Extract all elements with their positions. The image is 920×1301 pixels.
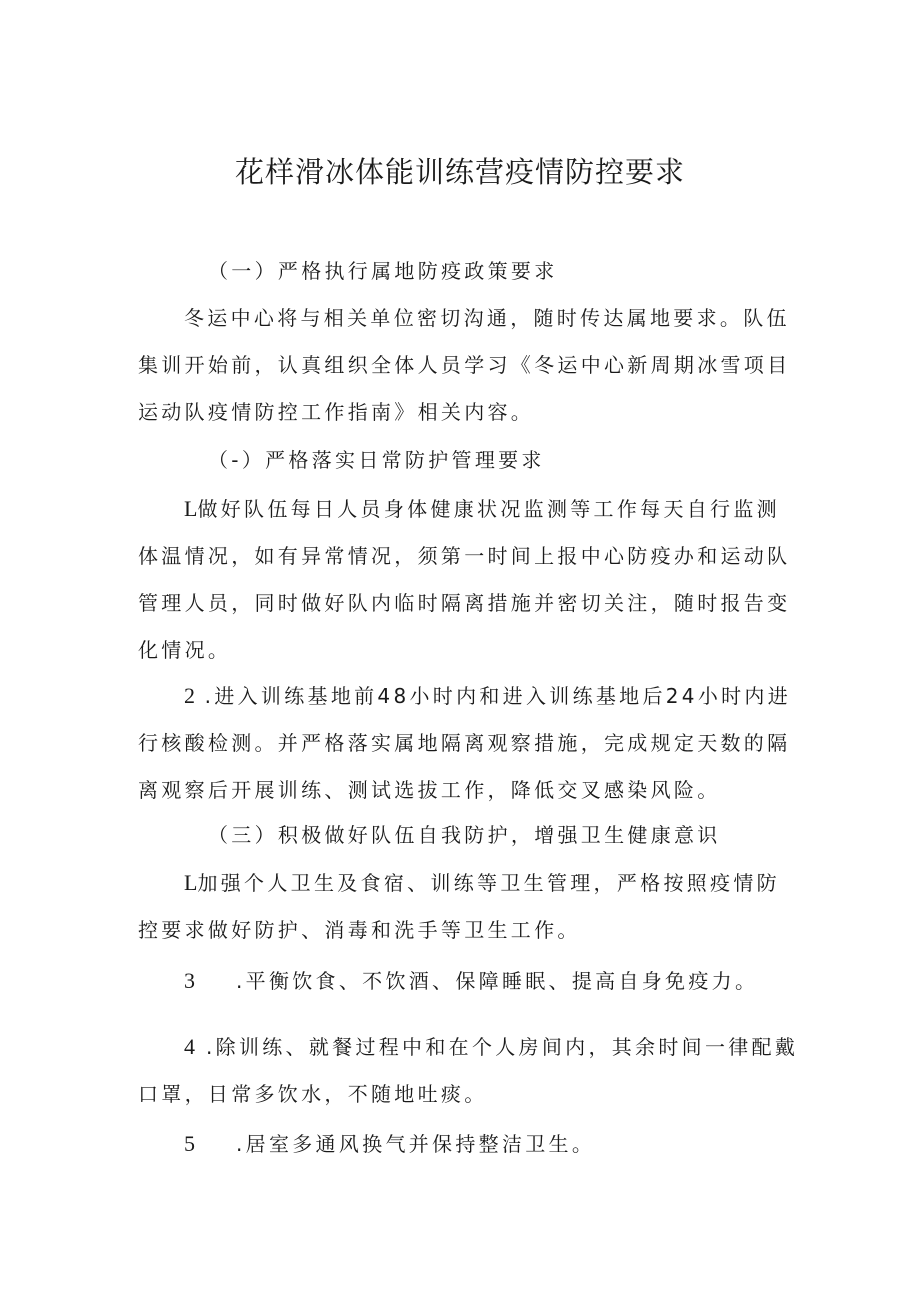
item-marker: L	[184, 496, 198, 521]
list-item	[138, 957, 790, 1005]
paragraph-line: 运动队疫情防控工作指南》相关内容。	[138, 400, 535, 424]
item-text: 加强个人卫生及食宿、训练等卫生管理，严格按照疫情防	[197, 871, 780, 895]
item-text: 管理人员，同时做好队内临时隔离措施并密切关注，随时报告变	[138, 591, 791, 615]
list-item	[138, 485, 790, 674]
section-1	[138, 248, 790, 436]
list-item	[138, 1120, 790, 1168]
item-text: 体温情况，如有异常情况，须第一时间上报中心防疫办和运动队	[138, 544, 791, 568]
item-text: .进入训练基地前48小时内和进入训练基地后24小时内进	[195, 684, 792, 708]
list-item	[138, 859, 790, 954]
item-text: 控要求做好防护、消毒和洗手等卫生工作。	[138, 918, 581, 942]
item-text: 离观察后开展训练、测试选拔工作，降低交叉感染风险。	[138, 778, 721, 802]
section-heading: （一）严格执行属地防疫政策要求	[208, 259, 558, 283]
paragraph-line: 集训开始前，认真组织全体人员学习《冬运中心新周期冰雪项目	[138, 353, 791, 377]
list-item	[138, 1023, 799, 1118]
item-marker: L	[184, 870, 198, 895]
item-marker: 5	[184, 1131, 195, 1156]
item-marker: 4	[184, 1034, 195, 1059]
item-text: 行核酸检测。并严格落实属地隔离观察措施，完成规定天数的隔	[138, 731, 791, 755]
list-item	[138, 672, 790, 814]
item-text: .平衡饮食、不饮酒、保障睡眠、提高自身免疫力。	[236, 969, 759, 993]
item-marker: 2	[184, 683, 195, 708]
section-3	[138, 812, 790, 859]
item-text: .居室多通风换气并保持整洁卫生。	[236, 1132, 596, 1156]
item-text: 化情况。	[138, 638, 232, 662]
section-heading: （三）积极做好队伍自我防护，增强卫生健康意识	[208, 823, 721, 847]
paragraph-line: 冬运中心将与相关单位密切沟通，随时传达属地要求。队伍	[184, 306, 790, 330]
item-text: 口罩，日常多饮水，不随地吐痰。	[138, 1082, 488, 1106]
section-2	[138, 437, 790, 484]
document-title: 花样滑冰体能训练营疫情防控要求	[234, 155, 685, 189]
item-marker: 3	[184, 968, 195, 993]
item-text: .除训练、就餐过程中和在个人房间内，其余时间一律配戴	[206, 1035, 799, 1059]
item-text: 做好队伍每日人员身体健康状况监测等工作每天自行监测	[197, 497, 780, 521]
section-heading: （-）严格落实日常防护管理要求	[208, 448, 545, 472]
